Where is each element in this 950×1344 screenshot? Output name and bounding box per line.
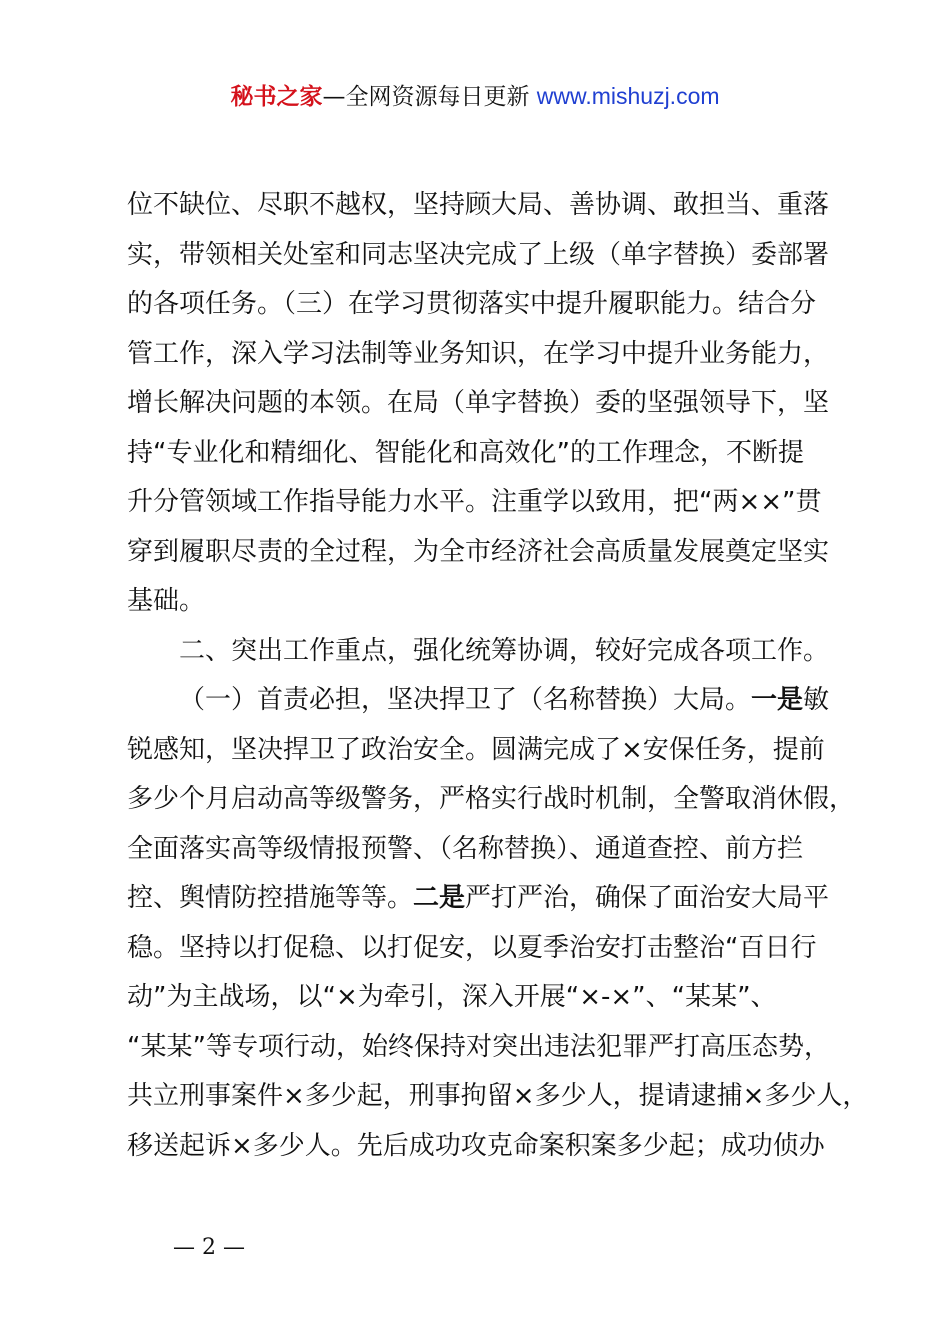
paragraph-line: 基础。	[127, 586, 206, 616]
brand-name: 秘书之家	[230, 84, 323, 110]
paragraph-line: 全面落实高等级情报预警、（名称替换）、通道查控、前方拦	[127, 833, 804, 864]
header-tagline: —全网资源每日更新	[322, 84, 530, 110]
document-body	[127, 181, 869, 1171]
paragraph-line: 位不缺位、尽职不越权，坚持顾大局、善协调、敢担当、重落	[127, 190, 830, 220]
paragraph-line: 穿到履职尽责的全过程，为全市经济社会高质量发展奠定坚实	[127, 536, 830, 567]
paragraph-line: 多少个月启动高等级警务，严格实行战时机制，全警取消休假，	[127, 784, 856, 814]
paragraph-line: 管工作，深入学习法制等业务知识，在学习中提升业务能力，	[127, 338, 830, 369]
paragraph-text: 控、舆情防控措施等等。	[127, 883, 414, 913]
paragraph-line: 稳。坚持以打促稳、以打促安，以夏季治安打击整治“百日行	[127, 932, 817, 963]
paragraph-line: 持“专业化和精细化、智能化和高效化”的工作理念，不断提	[127, 437, 804, 468]
paragraph-line: 动”为主战场，以“×为牵引，深入开展“×-×”、“某某”、	[127, 982, 777, 1012]
paragraph-line: 移送起诉×多少人。先后成功攻克命案积案多少起；成功侦办	[127, 1130, 825, 1161]
header-url: www.mishuzj.com	[536, 83, 720, 109]
page-number: — 2 —	[173, 1235, 245, 1260]
paragraph-line: “某某”等专项行动，始终保持对突出违法犯罪严打高压态势，	[127, 1031, 830, 1062]
subsection-heading: （一）首责必担，坚决捍卫了（名称替换）大局。	[179, 685, 752, 715]
paragraph-line: 锐感知，坚决捍卫了政治安全。圆满完成了×安保任务，提前	[127, 734, 825, 765]
paragraph-text: 敏	[803, 685, 830, 715]
point-marker-one: 一是	[751, 685, 804, 715]
paragraph-line: 实，带领相关处室和同志坚决完成了上级（单字替换）委部署	[127, 239, 830, 270]
paragraph-line: 增长解决问题的本领。在局（单字替换）委的坚强领导下，坚	[127, 388, 830, 418]
paragraph-line	[127, 676, 832, 726]
paragraph-line: 的各项任务。（三）在学习贯彻落实中提升履职能力。结合分	[127, 289, 817, 319]
paragraph-line: 升分管领域工作指导能力水平。注重学以致用，把“两××”贯	[127, 487, 822, 517]
site-header	[0, 80, 950, 113]
paragraph-line	[127, 874, 832, 924]
paragraph-text: 严打严治，确保了面治安大局平	[465, 883, 830, 913]
point-marker-two: 二是	[413, 883, 466, 913]
paragraph-line: 共立刑事案件×多少起，刑事拘留×多少人，提请逮捕×多少人，	[127, 1081, 869, 1111]
section-heading: 二、突出工作重点，强化统筹协调，较好完成各项工作。	[179, 635, 830, 666]
